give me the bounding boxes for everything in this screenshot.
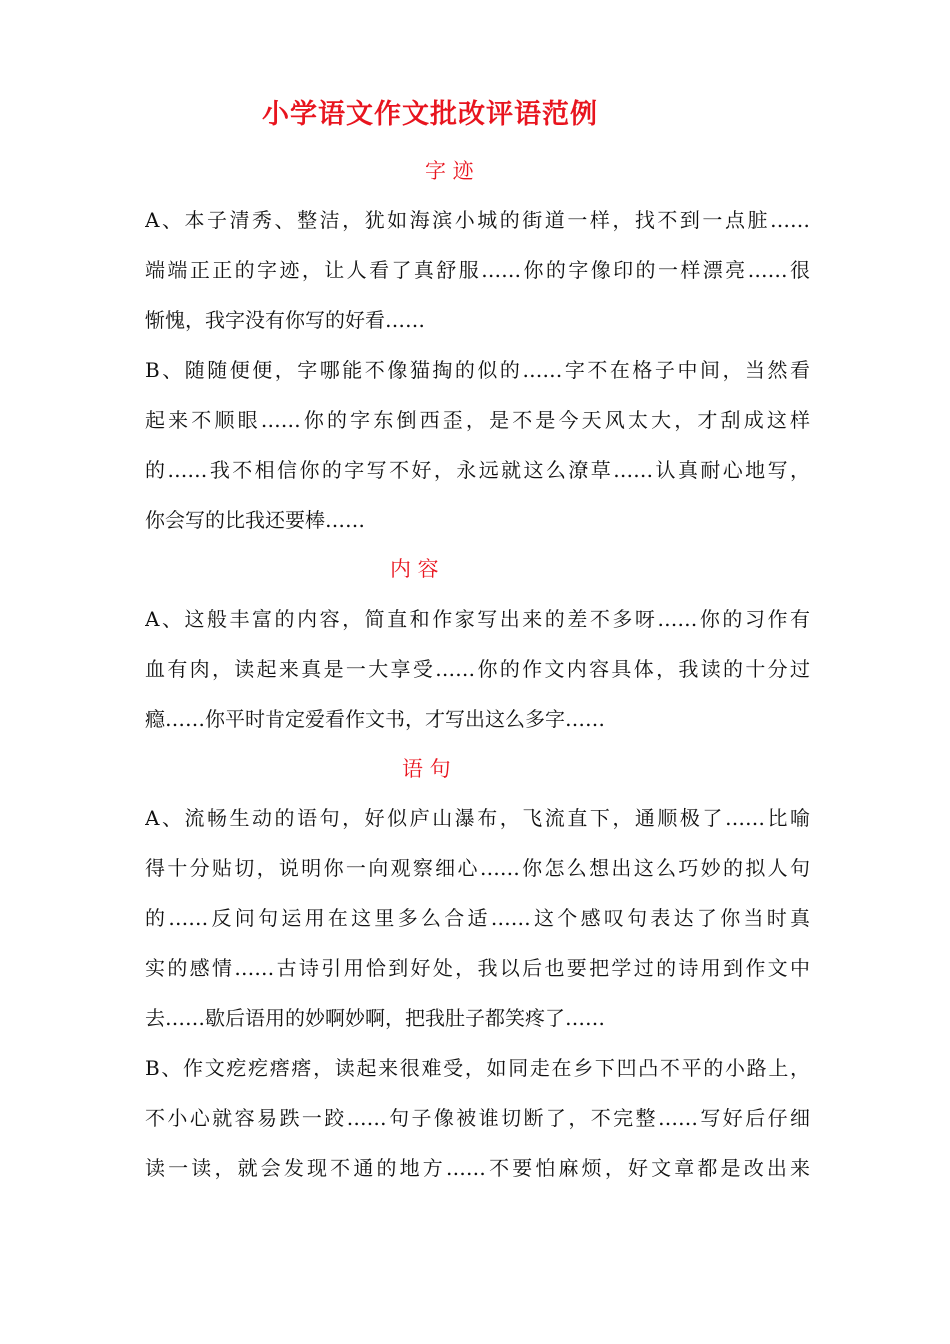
text-line: A、这般丰富的内容，简直和作家写出来的差不多呀……你的习作有 <box>145 607 810 631</box>
text-line: 实的感情……古诗引用恰到好处，我以后也要把学过的诗用到作文中 <box>145 956 810 980</box>
text-line: 你会写的比我还要棒…… <box>145 508 365 532</box>
text-line: 端端正正的字迹，让人看了真舒服……你的字像印的一样漂亮……很 <box>145 258 810 282</box>
text-line: 起来不顺眼……你的字东倒西歪，是不是今天风太大，才刮成这样 <box>145 408 810 432</box>
text-line: 惭愧，我字没有你写的好看…… <box>145 308 425 332</box>
paragraph-sentences-a <box>145 793 810 1043</box>
text-line: 瘾……你平时肯定爱看作文书，才写出这么多字…… <box>145 707 605 731</box>
text-line: 的……反问句运用在这里多么合适……这个感叹句表达了你当时真 <box>145 906 810 930</box>
text-line: B、作文疙疙瘩瘩，读起来很难受，如同走在乡下凹凸不平的小路上， <box>145 1056 810 1080</box>
text-line: 去……歇后语用的妙啊妙啊，把我肚子都笑疼了…… <box>145 1006 605 1030</box>
text-line: 的……我不相信你的字写不好，永远就这么潦草……认真耐心地写， <box>145 458 810 482</box>
text-line: B、随随便便，字哪能不像猫掏的似的……字不在格子中间，当然看 <box>145 358 810 382</box>
section-heading-handwriting: 字 迹 <box>425 159 474 183</box>
text-line: A、本子清秀、整洁，犹如海滨小城的街道一样，找不到一点脏…… <box>145 208 810 232</box>
text-line: 血有肉，读起来真是一大享受……你的作文内容具体，我读的十分过 <box>145 657 810 681</box>
text-line: 读一读，就会发现不通的地方……不要怕麻烦，好文章都是改出来 <box>145 1156 810 1180</box>
paragraph-content-a <box>145 594 810 744</box>
text-line: A、流畅生动的语句，好似庐山瀑布，飞流直下，通顺极了……比喻 <box>145 806 810 830</box>
section-heading-content: 内 容 <box>390 557 439 581</box>
section-heading-sentences: 语 句 <box>402 757 451 781</box>
paragraph-sentences-b <box>145 1043 810 1193</box>
text-line: 得十分贴切，说明你一向观察细心……你怎么想出这么巧妙的拟人句 <box>145 856 810 880</box>
paragraph-handwriting-a <box>145 195 810 345</box>
paragraph-handwriting-b <box>145 345 810 545</box>
document-title: 小学语文作文批改评语范例 <box>262 99 598 130</box>
text-line: 不小心就容易跌一跤……句子像被谁切断了，不完整……写好后仔细 <box>145 1106 810 1130</box>
